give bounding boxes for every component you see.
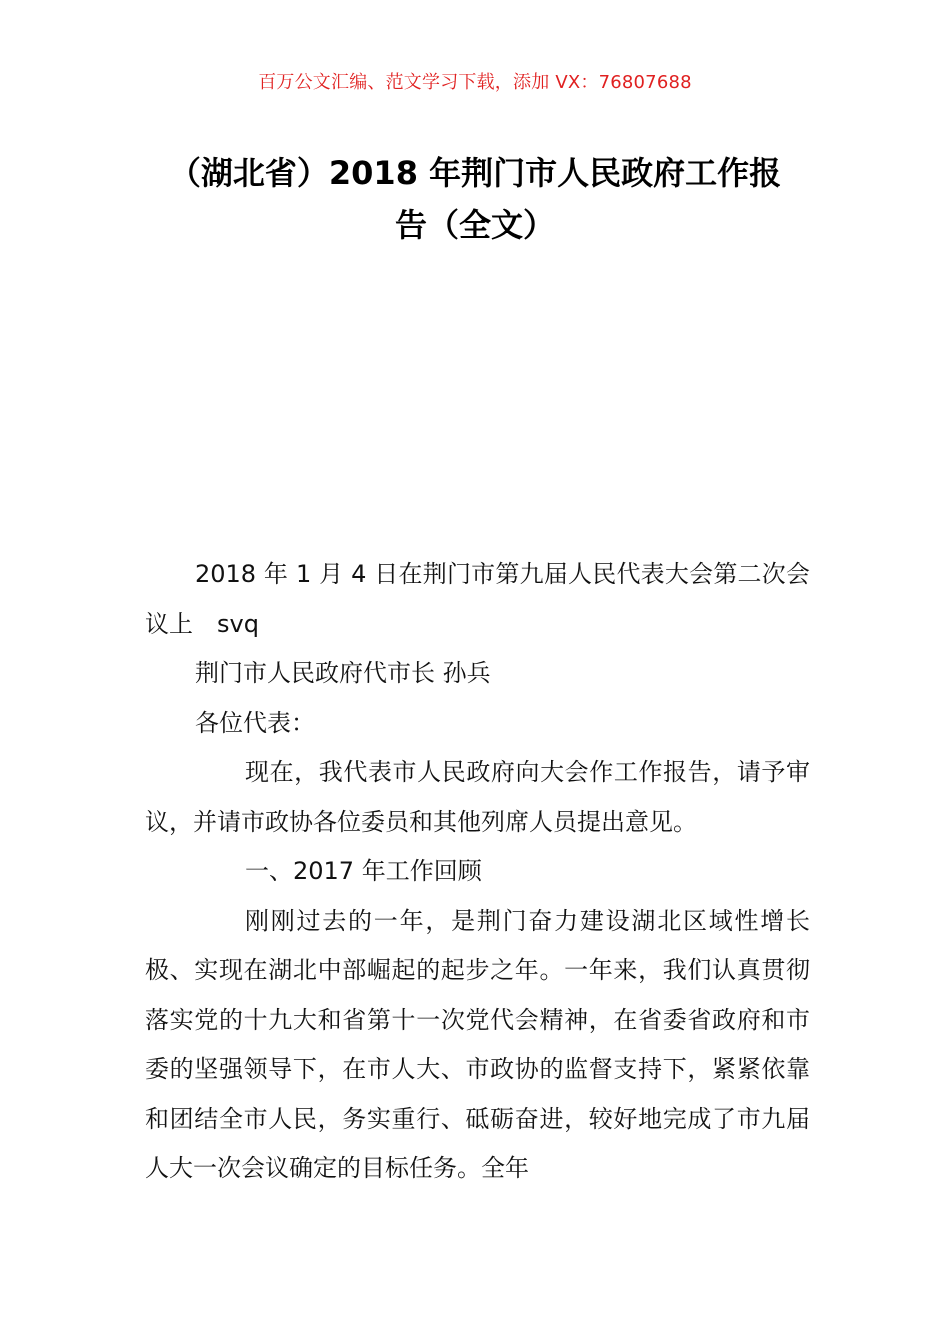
document-body [145,550,810,1194]
salutation-line: 各位代表： [195,708,315,737]
intro-paragraph: 现在，我代表市人民政府向大会作工作报告，请予审议，并请市政协各位委员和其他列席人员提出意见。 [145,758,810,836]
title-line-1: （湖北省）2018 年荆门市人民政府工作报 [168,154,782,192]
speaker-line: 荆门市人民政府代市长 孙兵 [195,659,491,687]
title-line-2: 告（全文） [394,206,555,244]
section-heading: 一、2017 年工作回顾 [245,857,482,885]
header-watermark-note: 百万公文汇编、范文学习下载，添加 VX：76807688 [258,72,692,93]
review-paragraph: 刚刚过去的一年，是荆门奋力建设湖北区域性增长极、实现在湖北中部崛起的起步之年。一年来，我们认真贯彻落实党的十九大和省第十一次党代会精神，在省委省政府和市委的坚强领导下，在市人大、市政协的监督支持下，紧紧依靠和团结全市人民，务实重行、砥砺奋进，较好地完成了市九届人大一次会议确定的目标任务。全年 [145,906,810,1182]
document-title [140,147,810,251]
meeting-info-paragraph: 2018 年 1 月 4 日在荆门市第九届人民代表大会第二次会议上 svq [145,560,810,638]
